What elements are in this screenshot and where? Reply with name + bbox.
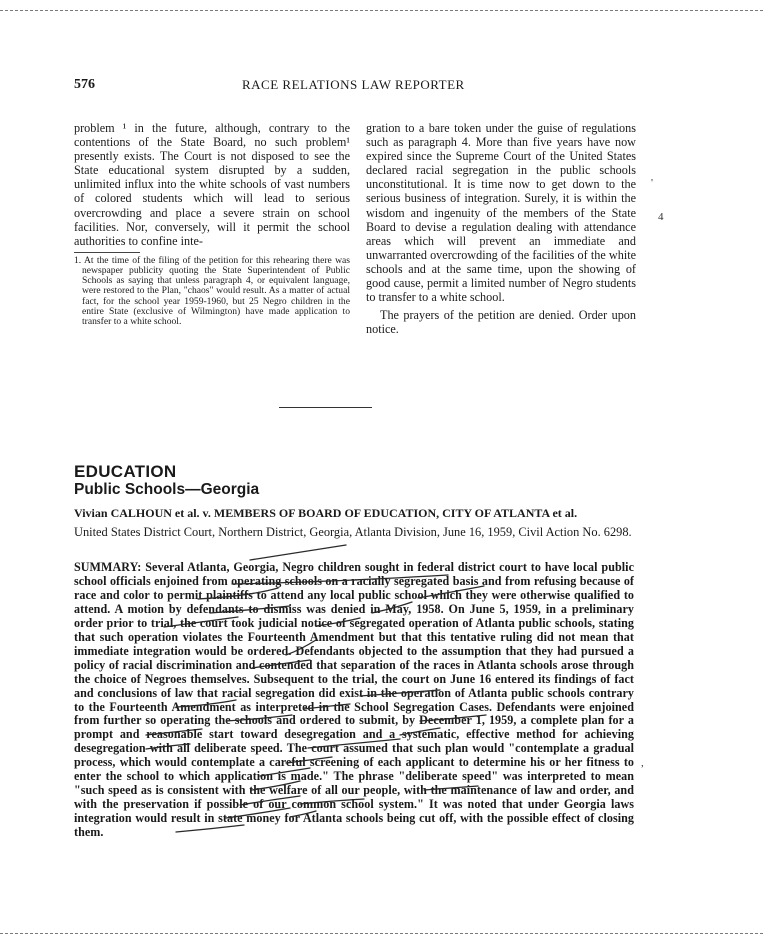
order-paragraph: The prayers of the petition are denied. Order upon notice. <box>366 308 636 337</box>
pen-stroke-1 <box>250 545 346 560</box>
margin-mark-comma: , <box>641 757 644 769</box>
top-scan-edge <box>0 10 763 11</box>
running-head: RACE RELATIONS LAW REPORTER <box>242 77 465 92</box>
case-title: Vivian CALHOUN et al. v. MEMBERS OF BOARD OF EDUCATION, CITY OF ATLANTA et al. <box>74 506 578 520</box>
summary-label: SUMMARY: <box>74 560 142 574</box>
page-number: 576 <box>74 77 95 92</box>
section-title: EDUCATION <box>74 462 177 481</box>
right-column <box>366 121 636 336</box>
margin-mark-numeral: 4 <box>658 211 664 223</box>
summary-text: Several Atlanta, Georgia, Negro children sought in federal district court to have local public school officials enjoined from operating schools on a racially segregated basis and from refusing because of race and color to permit plaintiffs to attend any local public school which they were otherwise qualified to attend. A motion by defendants to dismiss was denied in May, 1958. On June 5, 1959, in a preliminary order prior to trial, the court took judicial notice of segregated operation of Atlanta public schools, stating that such operation violates the Fourteenth Amendment but that this tentative ruling did not mean that immediate integration would be ordered. Defendants objected to the assumption that they had pursued a policy of racial discrimination and contended that separation of the races in Atlanta schools arose through the choice of Negroes themselves. Subsequent to the trial, the court on June 16 entered its findings of fact and conclusions of law that racial segregation did exist in the operation of Atlanta public schools contrary to the Fourteenth Amendment as interpreted in the School Segregation Cases. Defendants were enjoined from further so operating the schools and ordered to submit, by December 1, 1959, a complete plan for a prompt and reasonable start toward desegregation and a systematic, effective method for achieving desegregation with all deliberate speed. The court assumed that such plan would "contemplate a gradual process, which would contemplate a careful screening of each applicant to determine his or her fitness to enter the school to which application is made." The phrase "deliberate speed" was interpreted to mean "such speed as is consistent with the welfare of all our people, with the maintenance of law and order, and with the preservation if possible of our common school system." It was noted that under Georgia laws integration would result in state money for Atlanta schools being cut off, with the possible effect of closing them. <box>74 560 634 840</box>
case-summary <box>74 561 634 840</box>
margin-mark-apostrophe: ' <box>651 177 653 189</box>
section-divider <box>279 407 372 408</box>
section-subtitle: Public Schools—Georgia <box>74 481 260 498</box>
case-court-info: United States District Court, Northern District, Georgia, Atlanta Division, June 16, 1959, Civil Action No. 6298. <box>74 525 632 539</box>
bottom-scan-edge <box>0 933 763 934</box>
footnote: 1. At the time of the filing of the petition for this rehearing there was newspaper publicity quoting the State Superintendent of Public Schools as saying that unless paragraph 4, or equivalent language, were restored to the Plan, "chaos" would result. As a matter of actual fact, for the school year 1959-1960, but 25 Negro children in the entire State (exclusive of Wilmington) have made application to transfer to a white school. <box>74 254 350 328</box>
right-column-paragraph: gration to a bare token under the guise of regulations such as paragraph 4. More than five years have now expired since the Supreme Court of the United States declared racial segregation in the public schools unconstitutional. It is time now to get down to the serious business of integration. Surely, it is within the wisdom and ingenuity of the members of the State Board to devise a regulation dealing with attendance areas which will prevent an immediate and unwarranted overcrowding of the facilities of the white schools and at the same time, upon the showing of good cause, permit a limited number of Negro students to transfer to a white school. <box>366 121 636 305</box>
left-column <box>74 121 350 327</box>
left-column-paragraph: problem ¹ in the future, although, contrary to the contentions of the State Board, no such problem¹ presently exists. The Court is not disposed to see the State educational system disrupted by a sudden, unlimited influx into the white schools of vast numbers of colored students which will lead to serious overcrowding and place a severe strain on school facilities. Nor, conversely, will it permit the school authorities to confine inte- <box>74 121 350 248</box>
footnote-rule <box>74 252 140 253</box>
